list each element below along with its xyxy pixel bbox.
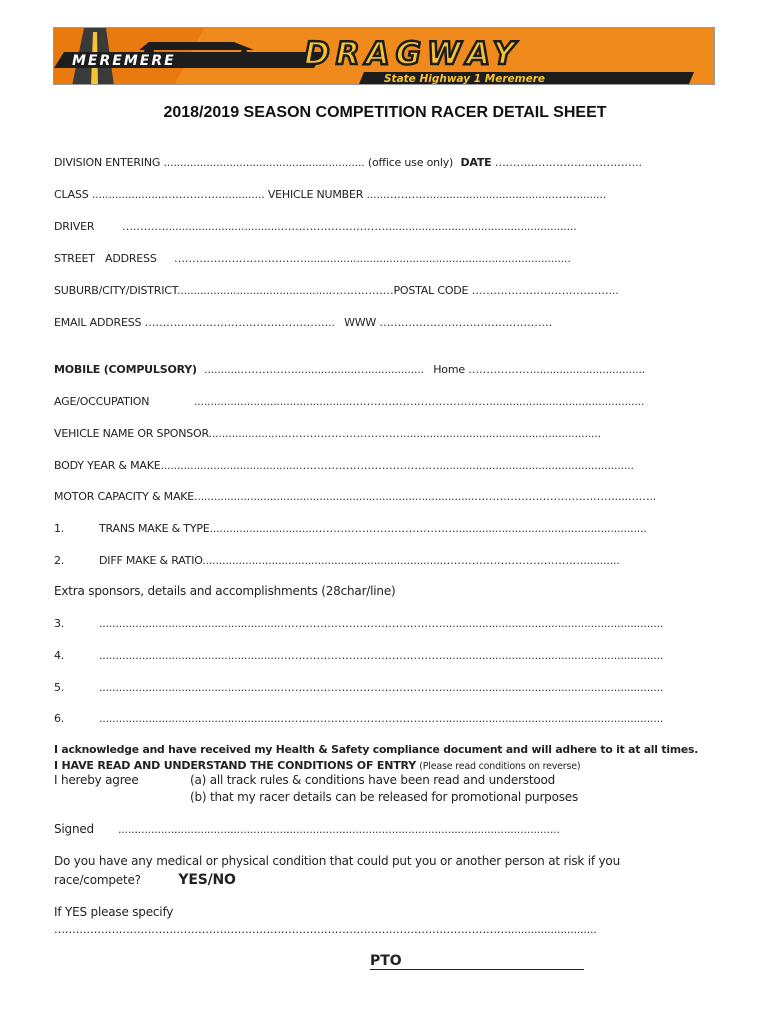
body-label: BODY YEAR & MAKE: [54, 459, 161, 472]
trans-dots[interactable]: ................................…………………………………..........................................................: [209, 522, 647, 535]
class-row: [54, 188, 606, 201]
logo-main-text: DRAGWAY: [304, 36, 522, 72]
extra-line-4: [54, 649, 663, 662]
medical-question-row: [54, 872, 236, 888]
mobile-label: MOBILE (COMPULSORY): [54, 363, 197, 376]
suburb-label: SUBURB/CITY/DISTRICT: [54, 284, 177, 297]
address-dots[interactable]: ……………………………….................................................................................: [174, 252, 571, 265]
diff-label: DIFF MAKE & RATIO: [99, 554, 203, 567]
driver-dots[interactable]: …………...................................………………………….........................................................: [122, 220, 577, 233]
agree-item-a: (a) all track rules & conditions have been read and understood: [190, 773, 556, 787]
postal-label: POSTAL CODE: [393, 284, 469, 297]
vehicle-number-dots[interactable]: ......…………......................................…….........: [366, 188, 607, 201]
division-dots[interactable]: .............................................................: [163, 156, 365, 169]
suburb-row: [54, 284, 619, 297]
motor-label: MOTOR CAPACITY & MAKE: [54, 490, 195, 503]
diff-row: [54, 554, 620, 567]
mobile-dots[interactable]: ...........……………...................….................: [204, 363, 424, 376]
extra-line-5: [54, 681, 663, 694]
diff-dots[interactable]: .........................................................................…………………………………...........: [202, 554, 620, 567]
extra-number: 5.: [54, 681, 65, 694]
signed-dots[interactable]: ......................................................................................................................................: [118, 823, 560, 836]
trans-number: 1.: [54, 522, 65, 535]
specify-label: If YES please specify: [54, 905, 174, 919]
postal-dots[interactable]: …………………………………..: [471, 284, 619, 297]
agree-row: [54, 773, 139, 787]
extra-dots[interactable]: .......................................................………………………………………...................................................................: [99, 649, 664, 662]
extras-heading: Extra sponsors, details and accomplishments (28char/line): [54, 584, 396, 598]
extra-number: 3.: [54, 617, 65, 630]
suburb-dots[interactable]: ..............................................………………: [177, 284, 394, 297]
extra-number: 4.: [54, 649, 65, 662]
trans-row: [54, 522, 647, 535]
extra-line-3: [54, 617, 663, 630]
diff-number: 2.: [54, 554, 65, 567]
motor-row: [54, 490, 656, 503]
date-dots[interactable]: …………………………………..: [494, 156, 642, 169]
yes-no-answer[interactable]: YES/NO: [178, 872, 236, 888]
age-row: [54, 395, 645, 408]
agree-label: I hereby agree: [54, 773, 139, 787]
dragster-silhouette: [139, 42, 254, 50]
address-row: [54, 252, 571, 265]
www-dots[interactable]: …………………………………………: [379, 316, 553, 329]
driver-row: [54, 220, 577, 233]
address-label: ADDRESS: [105, 252, 157, 265]
body-row: [54, 459, 634, 472]
email-row: [54, 316, 552, 329]
mobile-row: [54, 363, 645, 376]
age-dots[interactable]: ................................................…………………………………..............................................: [194, 395, 645, 408]
pto-label: PTO: [370, 953, 584, 970]
street-label: STREET: [54, 252, 95, 265]
class-dots[interactable]: ......................……………..............: [91, 188, 265, 201]
trans-label: TRANS MAKE & TYPE: [99, 522, 210, 535]
logo-sub-text: State Highway 1 Meremere: [384, 73, 545, 85]
driver-label: DRIVER: [54, 220, 95, 233]
dragway-banner-logo: [53, 27, 715, 85]
division-note: (office use only): [367, 156, 454, 169]
email-label: EMAIL ADDRESS: [54, 316, 142, 329]
logo-left-text: MEREMERE: [72, 53, 176, 69]
medical-question-2: race/compete?: [54, 873, 141, 887]
www-label: WWW: [344, 316, 377, 329]
acknowledgement-text: I acknowledge and have received my Health & Safety compliance document and will adhere to it at all times.: [54, 743, 699, 756]
extra-line-6: [54, 712, 663, 725]
home-dots[interactable]: ………………..................................: [468, 363, 646, 376]
extra-dots[interactable]: .......................................................………………………………………...................................................................: [99, 681, 664, 694]
sponsor-label: VEHICLE NAME OR SPONSOR: [54, 427, 209, 440]
extra-dots[interactable]: .......................................................………………………………………...................................................................: [99, 712, 664, 725]
signed-label: Signed: [54, 822, 94, 836]
home-label: Home: [433, 363, 465, 376]
sponsor-dots[interactable]: .......................……………………………............................................................: [208, 427, 601, 440]
page-title: 2018/2019 SEASON COMPETITION RACER DETAIL SHEET: [163, 104, 607, 121]
medical-question-1: Do you have any medical or physical condition that could put you or another person at risk if you: [54, 854, 620, 868]
vehicle-number-label: VEHICLE NUMBER: [267, 188, 364, 201]
class-label: CLASS: [54, 188, 89, 201]
conditions-note: (Please read conditions on reverse): [419, 761, 581, 772]
age-label: AGE/OCCUPATION: [54, 395, 150, 408]
email-dots[interactable]: ……………………………………………..: [144, 316, 335, 329]
date-label: DATE: [460, 156, 492, 169]
division-row: [54, 156, 642, 169]
motor-dots[interactable]: .....................................................................................…………………………………....……..: [194, 490, 657, 503]
body-dots[interactable]: ..........................................…………………………………...........................................................: [160, 459, 634, 472]
sponsor-row: [54, 427, 601, 440]
banner-graphic: [54, 28, 715, 85]
agree-item-b: (b) that my racer details can be released for promotional purposes: [190, 790, 579, 804]
specify-dots[interactable]: ………………………………………………………………………………………………………………...........................: [54, 923, 597, 936]
extra-number: 6.: [54, 712, 65, 725]
extra-dots[interactable]: .......................................................………………………………………...................................................................: [99, 617, 664, 630]
division-label: DIVISION ENTERING: [54, 156, 161, 169]
conditions-row: [54, 759, 580, 772]
conditions-text: I HAVE READ AND UNDERSTAND THE CONDITIONS OF ENTRY: [54, 759, 416, 772]
signed-row: [54, 822, 560, 836]
